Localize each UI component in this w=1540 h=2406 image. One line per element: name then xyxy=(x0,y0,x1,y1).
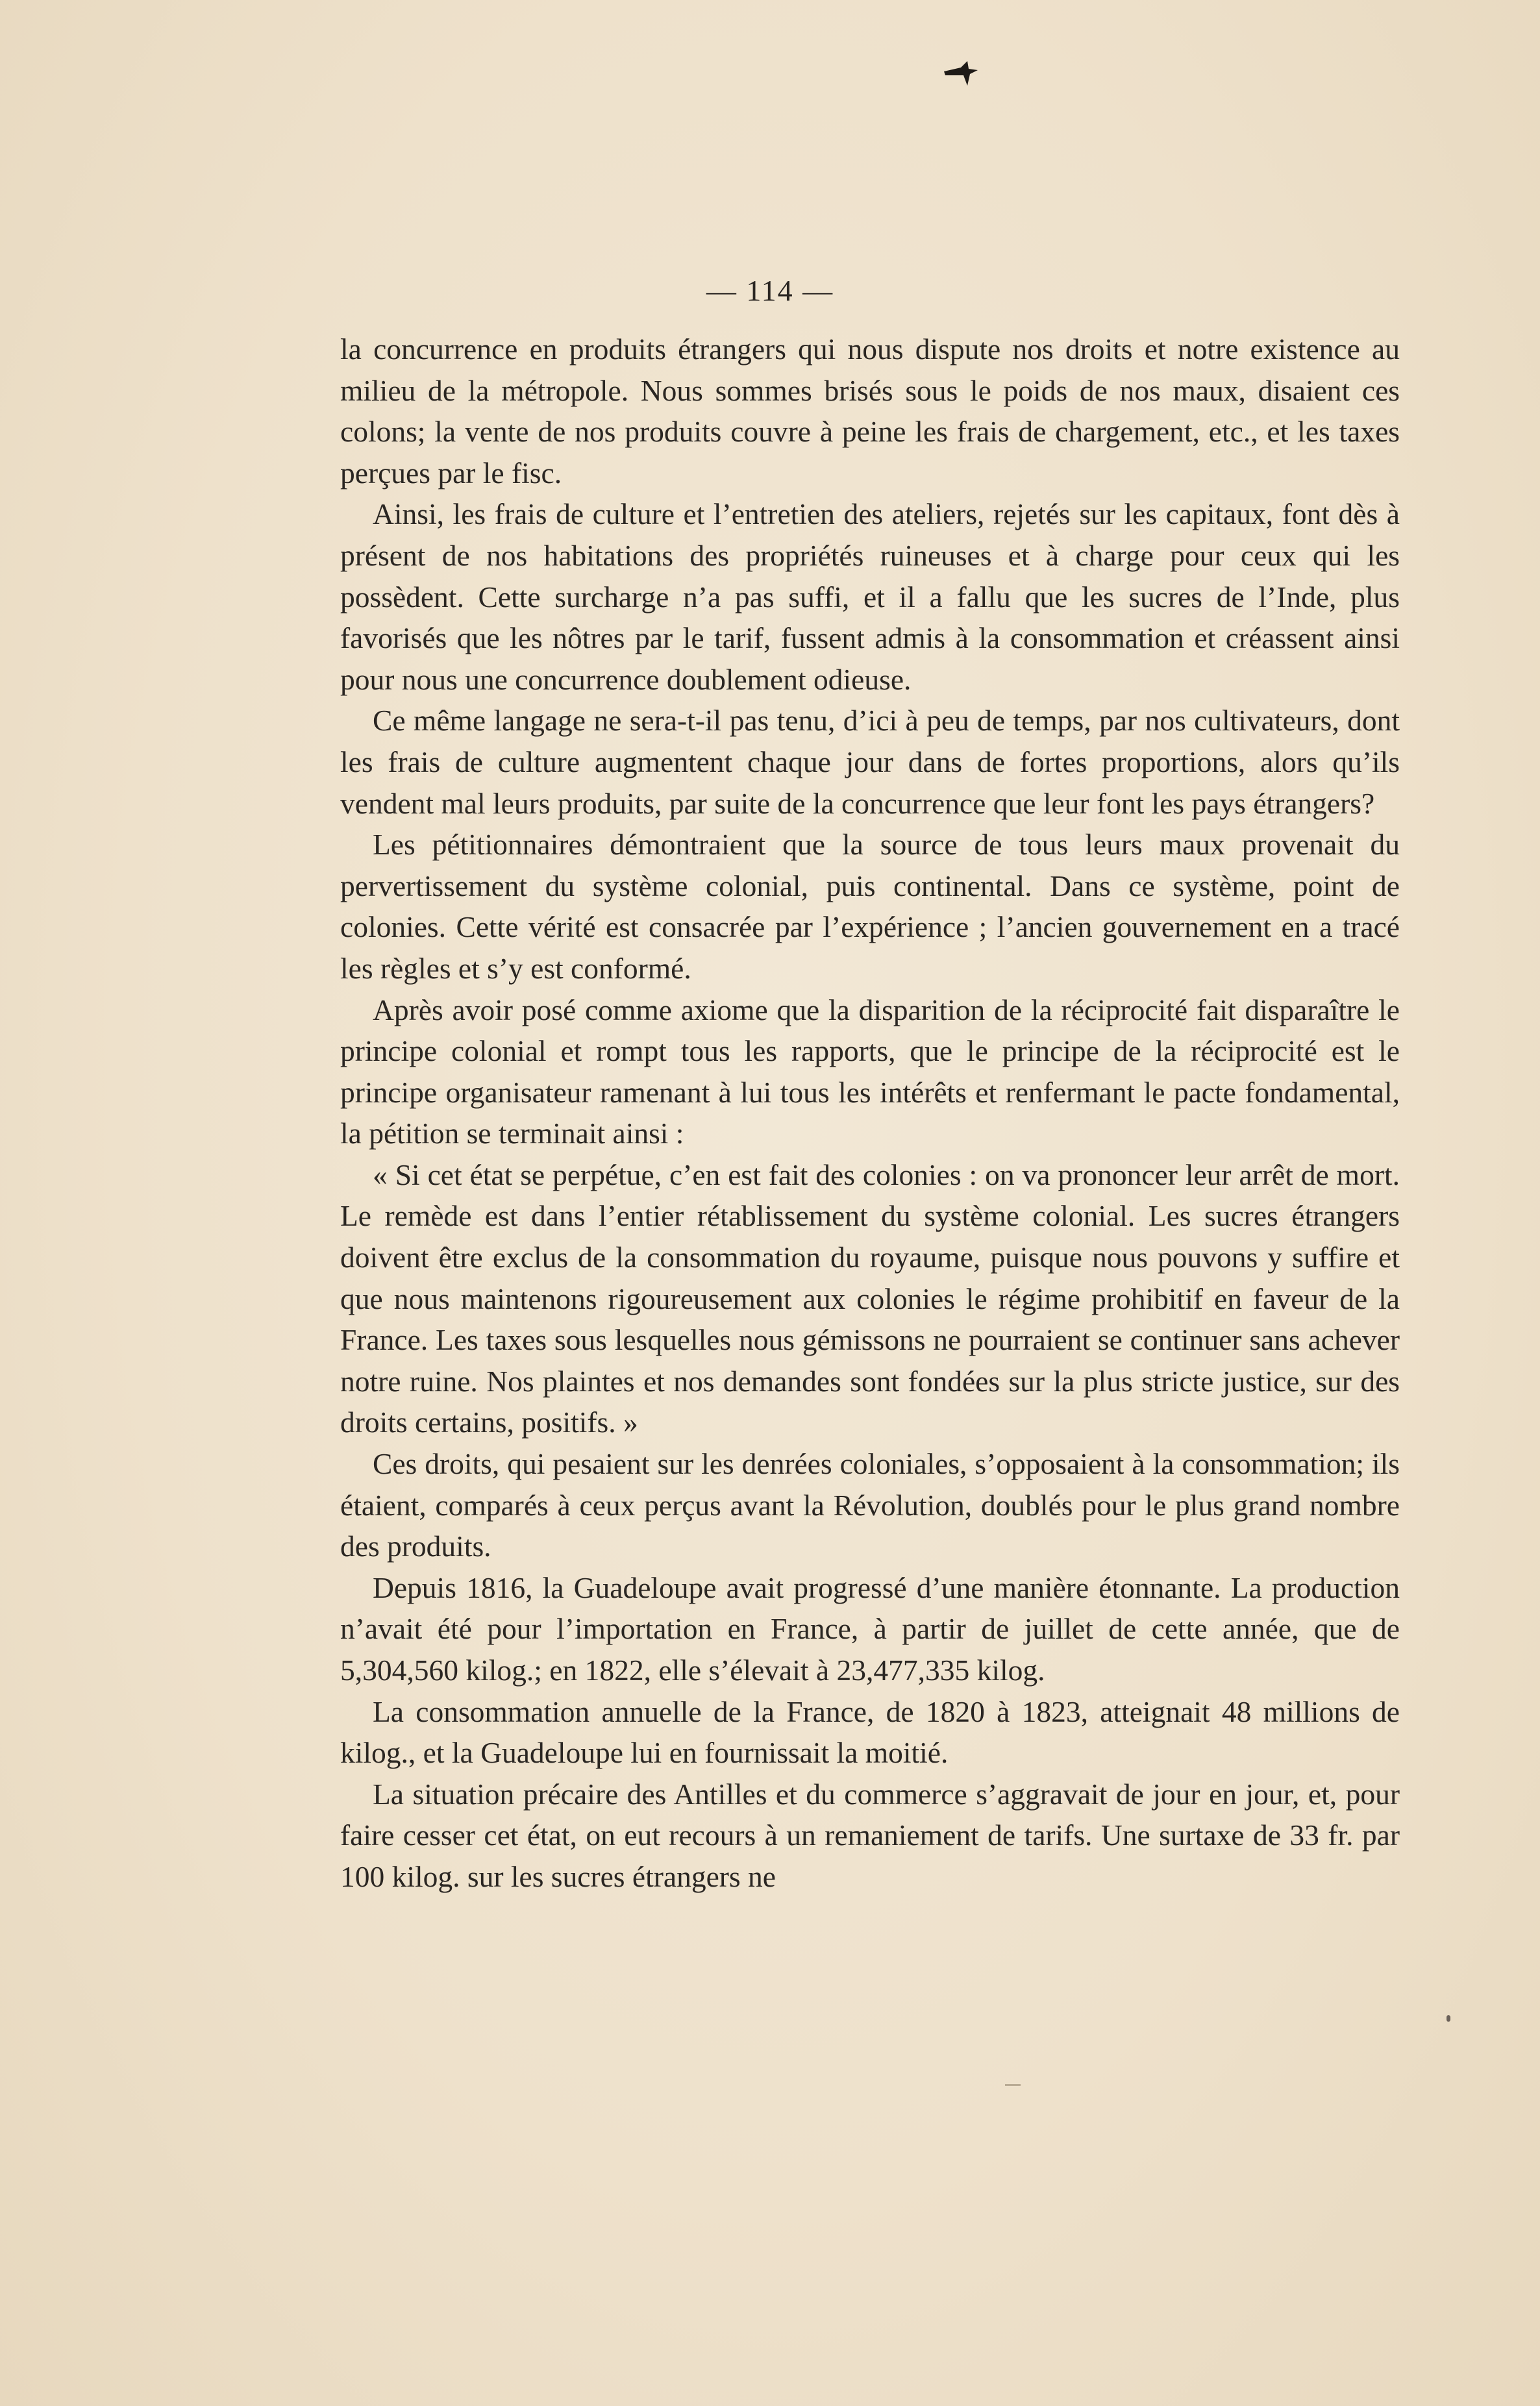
quoted-paragraph: « Si cet état se perpétue, c’en est fait des colonies : on va prononcer leur arrêt de mort. Le remède est dans l’entier rétablissement du système colonial. Les sucres étrangers doivent être exclus de la consommation du royaume, puisque nous pouvons y suffire et que nous maintenons rigoureusement aux colonies le régime prohibitif en faveur de la France. Les taxes sous lesquelles nous gémissons ne pourraient se continuer sans achever notre ruine. Nos plaintes et nos demandes sont fondées sur la plus stricte justice, sur des droits certains, positifs. » xyxy=(340,1158,1400,1439)
paragraph: Ainsi, les frais de culture et l’entretien des ateliers, rejetés sur les capitaux, font dès à présent de nos habitations des propriétés ruineuses et à charge pour ceux qui les possèdent. Cette surcharge n’a pas suffi, et il a fallu que les sucres de l’Inde, plus favorisés que les nôtres par le tarif, fussent admis à la consommation et créassent ainsi pour nous une concurrence doublement odieuse. xyxy=(340,497,1400,696)
ink-mark xyxy=(941,57,980,90)
paragraph: La consommation annuelle de la France, de 1820 à 1823, atteignait 48 millions de kilog., et la Guadeloupe lui en fournissait la moitié. xyxy=(340,1694,1400,1770)
paragraph: Ces droits, qui pesaient sur les denrées coloniales, s’opposaient à la consommation; ils étaient, comparés à ceux perçus avant la Révolution, doublés pour le plus grand nombre des produits. xyxy=(340,1447,1400,1563)
paragraph: Depuis 1816, la Guadeloupe avait progressé d’une manière étonnante. La production n’avait été pour l’importation en France, à partir de juillet de cette année, que de 5,304,560 kilog.; en 1822, elle s’élevait à 23,477,335 kilog. xyxy=(340,1570,1400,1687)
body-text xyxy=(340,329,1400,1898)
paragraph: La situation précaire des Antilles et du commerce s’aggravait de jour en jour, et, pour faire cesser cet état, on eut recours à un remaniement de tarifs. Une surtaxe de 33 fr. par 100 kilog. sur les sucres étrangers ne xyxy=(340,1777,1400,1893)
page-number: — 114 — xyxy=(706,274,834,307)
paragraph: Après avoir posé comme axiome que la disparition de la réciprocité fait disparaître le principe colonial et rompt tous les rapports, que le principe de la réciprocité est le principe organisateur ramenant à lui tous les intérêts et renfermant le pacte fondamental, la pétition se terminait ainsi : xyxy=(340,993,1400,1150)
paragraph: Ce même langage ne sera-t-il pas tenu, d’ici à peu de temps, par nos cultivateurs, dont les frais de culture augmentent chaque jour dans de fortes proportions, alors qu’ils vendent mal leurs produits, par suite de la concurrence que leur font les pays étrangers? xyxy=(340,704,1400,820)
margin-speck xyxy=(1447,2015,1450,2022)
paragraph: Les pétitionnaires démontraient que la source de tous leurs maux provenait du pervertissement du système colonial, puis continental. Dans ce système, point de colonies. Cette vérité est consacrée par l’expérience ; l’ancien gouvernement en a tracé les règles et s’y est conformé. xyxy=(340,828,1400,985)
paragraph: la concurrence en produits étrangers qui nous dispute nos droits et notre existence au milieu de la métropole. Nous sommes brisés sous le poids de nos maux, disaient ces colons; la vente de nos produits couvre à peine les frais de chargement, etc., et les taxes perçues par le fisc. xyxy=(340,332,1400,490)
bottom-rule-mark xyxy=(1005,2084,1021,2086)
